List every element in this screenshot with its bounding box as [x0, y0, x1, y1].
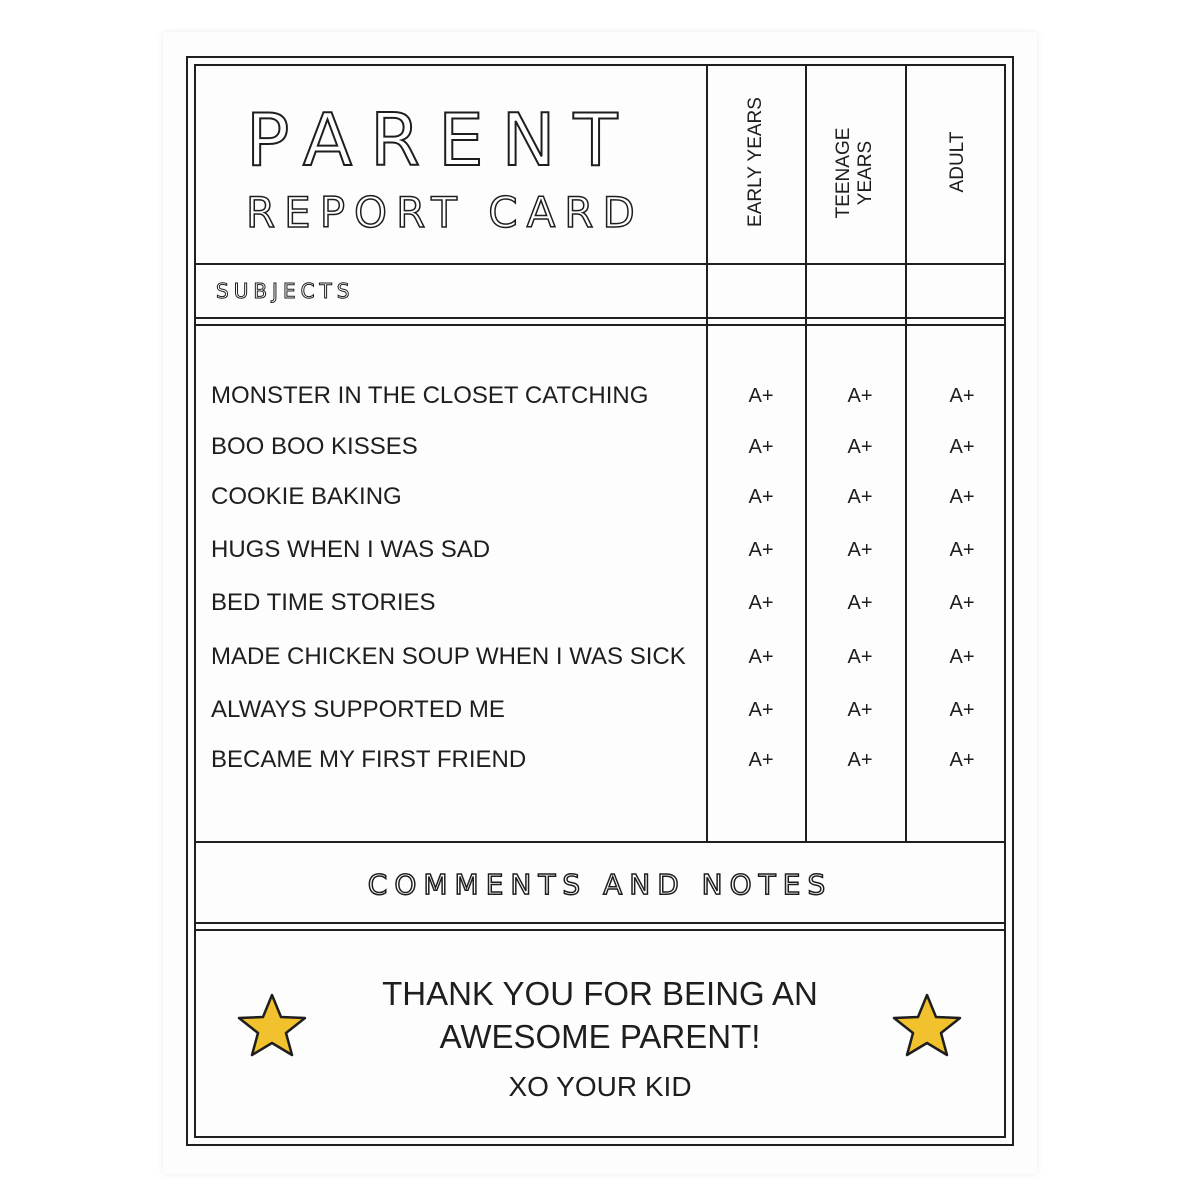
divider [196, 317, 1004, 319]
page-title: PARENT [246, 98, 636, 182]
divider [196, 929, 1004, 931]
thank-you-line-2: AWESOME PARENT! [439, 1018, 761, 1055]
subject-label: HUGS WHEN I WAS SAD [211, 536, 491, 563]
grade-adult: A+ [949, 385, 975, 407]
grade-early-years: A+ [748, 749, 774, 771]
grade-early-years: A+ [748, 436, 774, 458]
grade-adult: A+ [949, 539, 975, 561]
subject-label: BED TIME STORIES [211, 589, 436, 616]
divider [196, 324, 1004, 326]
grade-early-years: A+ [748, 385, 774, 407]
grade-early-years: A+ [748, 592, 774, 614]
divider [196, 841, 1004, 843]
grade-teenage-years: A+ [847, 699, 873, 721]
subjects-label: SUBJECTS [216, 279, 355, 303]
column-divider [805, 66, 807, 841]
signature: XO YOUR KID [508, 1071, 692, 1102]
subject-label: COOKIE BAKING [211, 483, 402, 510]
star-shape [239, 995, 305, 1055]
grade-adult: A+ [949, 749, 975, 771]
star-icon [891, 992, 963, 1058]
divider [196, 263, 1004, 265]
grade-teenage-years: A+ [847, 749, 873, 771]
grade-early-years: A+ [748, 539, 774, 561]
star-shape [894, 995, 960, 1055]
grade-teenage-years: A+ [847, 436, 873, 458]
star-icon [236, 992, 308, 1058]
grade-teenage-years: A+ [847, 539, 873, 561]
subject-label: MADE CHICKEN SOUP WHEN I WAS SICK [211, 643, 686, 670]
grade-teenage-years: A+ [847, 385, 873, 407]
subject-label: BOO BOO KISSES [211, 433, 418, 460]
subject-label: ALWAYS SUPPORTED ME [211, 696, 505, 723]
subject-label: MONSTER IN THE CLOSET CATCHING [211, 382, 649, 409]
grade-adult: A+ [949, 592, 975, 614]
column-header-teenage-years [833, 88, 877, 258]
subject-label: BECAME MY FIRST FRIEND [211, 746, 527, 773]
thank-you-line-1: THANK YOU FOR BEING AN [382, 975, 818, 1012]
grade-adult: A+ [949, 436, 975, 458]
comments-label: COMMENTS AND NOTES [367, 868, 833, 901]
grade-adult: A+ [949, 699, 975, 721]
page-subtitle: REPORT CARD [246, 188, 644, 237]
grade-teenage-years: A+ [847, 646, 873, 668]
grade-adult: A+ [949, 646, 975, 668]
column-divider [905, 66, 907, 841]
column-header-early-years: EARLY YEARS [745, 97, 766, 227]
column-header-teenage-years-label: TEENAGE YEARS [833, 127, 876, 219]
divider [196, 922, 1004, 924]
grade-adult: A+ [949, 486, 975, 508]
grade-early-years: A+ [748, 486, 774, 508]
grade-early-years: A+ [748, 699, 774, 721]
grade-teenage-years: A+ [847, 592, 873, 614]
column-divider [706, 66, 708, 841]
grade-early-years: A+ [748, 646, 774, 668]
grade-teenage-years: A+ [847, 486, 873, 508]
column-header-adult: ADULT [947, 131, 968, 193]
